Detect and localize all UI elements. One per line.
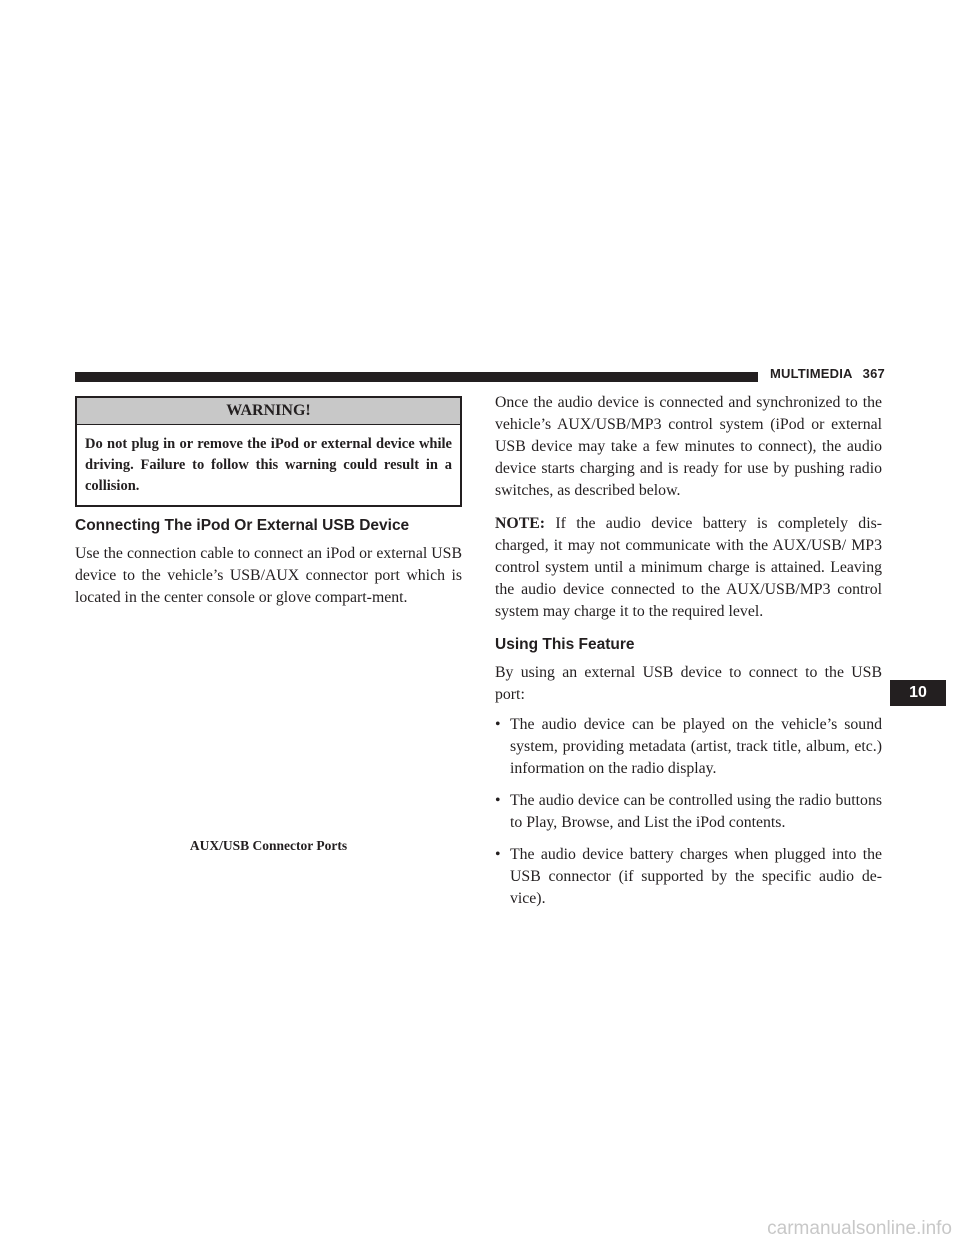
right-column <box>495 392 882 910</box>
warning-title: WARNING! <box>77 398 460 425</box>
running-header <box>770 366 885 381</box>
left-column <box>75 396 462 609</box>
note-label: NOTE: <box>495 515 546 532</box>
page-number: 367 <box>862 366 885 381</box>
warning-text: Do not plug in or remove the iPod or external device while driving. Failure to follow this warning could result in a collision. <box>85 436 452 494</box>
note-text: If the audio device battery is completely dis-charged, it may not communicate with the AUX/USB/ MP3 control system until a minimum charge is attained. Leaving the audio device connected to the AUX/USB/MP3 control system may charge it to the required level. <box>495 515 882 620</box>
figure-caption: AUX/USB Connector Ports <box>189 838 348 853</box>
connecting-paragraph: Use the connection cable to connect an iPod or external USB device to the vehicle’s USB/AUX connector port which is located in the center console or glove compart-ment. <box>75 545 462 606</box>
section-name: MULTIMEDIA <box>770 366 853 381</box>
chapter-tab: 10 <box>890 680 946 706</box>
list-item: • The audio device can be played on the vehicle’s sound system, providing metadata (artist, track title, album, etc.) information on the radio display. <box>495 716 882 777</box>
list-item: • The audio device battery charges when plugged into the USB connector (if supported by the specific audio de-vice). <box>495 846 882 907</box>
sync-paragraph: Once the audio device is connected and synchronized to the vehicle’s AUX/USB/MP3 control system (iPod or external USB device may take a few minutes to connect), the audio device starts charging and is ready for use by pushing radio switches, as described below. <box>495 394 882 499</box>
header-rule <box>75 372 758 382</box>
bullet-icon: • <box>495 792 501 809</box>
list-item: • The audio device can be controlled using the radio buttons to Play, Browse, and List the iPod contents. <box>495 792 882 831</box>
feature-intro: By using an external USB device to connect to the USB port: <box>495 664 882 703</box>
bullet-icon: • <box>495 716 501 733</box>
warning-box <box>75 396 462 507</box>
bullet-icon: • <box>495 846 501 863</box>
connecting-heading: Connecting The iPod Or External USB Device <box>75 517 410 534</box>
note-paragraph <box>495 513 882 623</box>
feature-heading: Using This Feature <box>495 636 635 653</box>
watermark: carmanualsonline.info <box>767 1218 952 1239</box>
feature-list <box>495 714 882 910</box>
